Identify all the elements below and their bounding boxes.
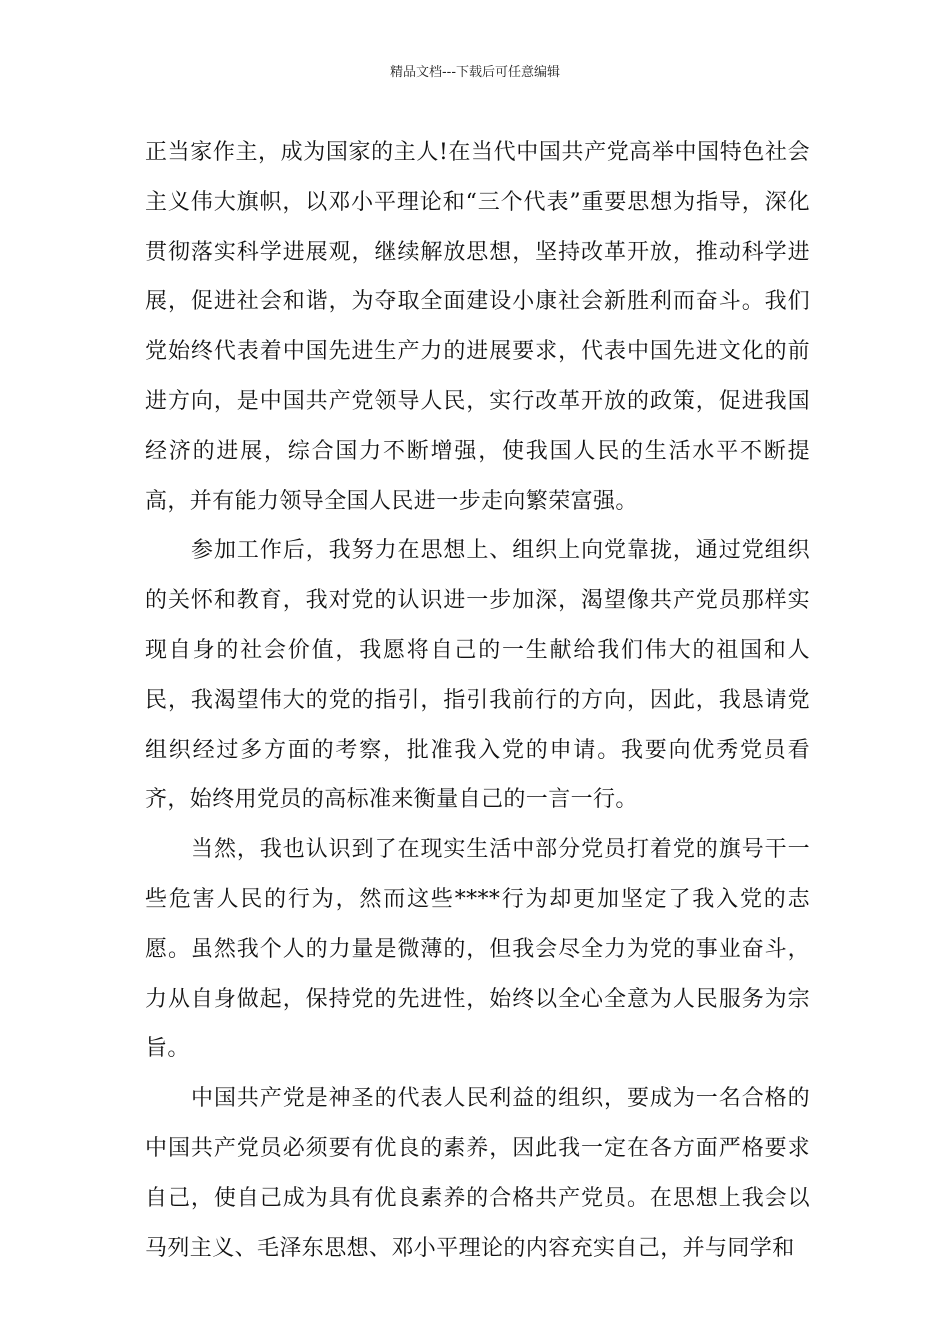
paragraph-3: 当然，我也认识到了在现实生活中部分党员打着党的旗号干一些危害人民的行为，然而这些****行为却更加坚定了我入党的志愿。虽然我个人的力量是微薄的，但我会尽全力为党的事业奋斗，力从自身做起，保持党的先进性，始终以全心全意为人民服务为宗旨。 bbox=[145, 837, 810, 1062]
document-body bbox=[145, 128, 810, 1273]
page-header: 精品文档---下载后可任意编辑 bbox=[389, 65, 561, 80]
paragraph-1: 正当家作主，成为国家的主人!在当代中国共产党高举中国特色社会主义伟大旗帜，以邓小平理论和“三个代表”重要思想为指导，深化贯彻落实科学进展观，继续解放思想，坚持改革开放，推动科学进展，促进社会和谐，为夺取全面建设小康社会新胜利而奋斗。我们党始终代表着中国先进生产力的进展要求，代表中国先进文化的前进方向，是中国共产党领导人民，实行改革开放的政策，促进我国经济的进展，综合国力不断增强，使我国人民的生活水平不断提高，并有能力领导全国人民进一步走向繁荣富强。 bbox=[145, 140, 810, 514]
paragraph-4: 中国共产党是神圣的代表人民利益的组织，要成为一名合格的中国共产党员必须要有优良的素养，因此我一定在各方面严格要求自己，使自己成为具有优良素养的合格共产党员。在思想上我会以马列主义、毛泽东思想、邓小平理论的内容充实自己，并与同学和 bbox=[145, 1086, 810, 1261]
paragraph-2: 参加工作后，我努力在思想上、组织上向党靠拢，通过党组织的关怀和教育，我对党的认识进一步加深，渴望像共产党员那样实现自身的社会价值，我愿将自己的一生献给我们伟大的祖国和人民，我渴望伟大的党的指引，指引我前行的方向，因此，我恳请党组织经过多方面的考察，批准我入党的申请。我要向优秀党员看齐，始终用党员的高标准来衡量自己的一言一行。 bbox=[145, 538, 810, 813]
